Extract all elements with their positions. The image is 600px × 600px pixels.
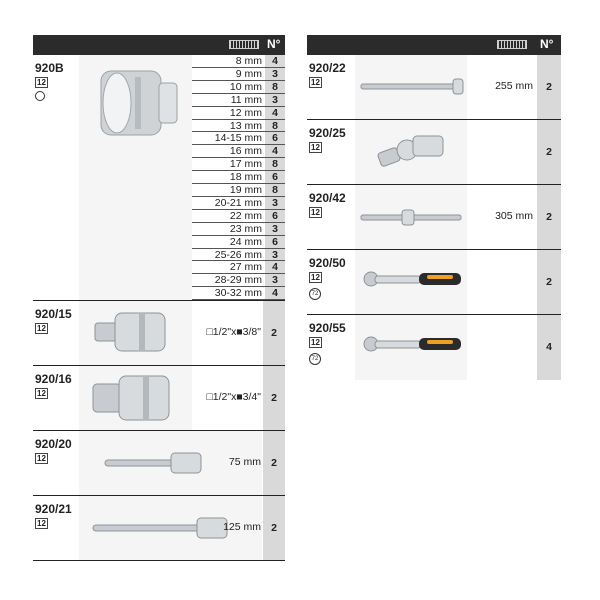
size-quantity: 4 [272,287,278,300]
adaptor-illustration [79,366,192,430]
size-value: 20-21 mm [214,196,262,209]
product-code: 920/21 [35,502,72,516]
product-code: 920/15 [35,307,72,321]
universal-joint-illustration [355,120,467,184]
product-spec: 125 mm [223,521,261,533]
size-quantity: 3 [272,67,278,80]
table-header [307,35,561,55]
table-row [307,185,561,250]
size-value: 30-32 mm [214,287,262,300]
ring-icon [35,91,45,101]
twelve-point-icon: 12 [311,143,320,152]
table-header [33,35,285,55]
ratchet-teeth-icon: 72 [309,288,321,300]
quantity: 2 [271,392,277,404]
product-image [79,301,192,365]
product-spec: □1/2"x■3/4" [206,391,261,403]
size-value: 9 mm [235,67,262,80]
quantity: 2 [271,457,277,469]
ruler-icon [229,40,259,49]
size-quantity: 3 [272,248,278,261]
right-table [307,35,561,380]
size-quantity: 6 [272,235,278,248]
t-handle-illustration [355,185,467,249]
table-row [307,55,561,120]
quantity: 2 [546,276,552,288]
left-table [33,35,285,565]
size-value: 27 mm [229,261,262,274]
size-quantity: 8 [272,80,278,93]
twelve-point-icon: 12 [311,338,320,347]
header-qty-label: N° [540,37,554,51]
adaptor-illustration [79,301,192,365]
size-value: 23 mm [229,222,262,235]
size-value: 19 mm [229,184,262,196]
twelve-point-icon: 12 [37,454,46,463]
size-quantity: 8 [272,184,278,196]
twelve-point-icon: 12 [37,519,46,528]
twelve-point-icon: 12 [37,389,46,398]
twelve-point-icon: 12 [37,324,46,333]
table-row [33,55,285,301]
size-value: 25-26 mm [214,248,262,261]
size-quantity: 3 [272,222,278,235]
product-code: 920/20 [35,437,72,451]
product-spec: 305 mm [495,210,533,222]
size-quantity: 3 [272,93,278,106]
size-quantity: 4 [272,55,278,67]
product-code: 920/22 [309,61,346,75]
size-value: 16 mm [229,145,262,158]
ratchet-illustration [355,250,467,314]
size-quantity: 3 [272,274,278,287]
size-row-divider [192,299,285,300]
table-row [33,431,285,496]
size-value: 22 mm [229,209,262,222]
quantity: 2 [546,81,552,93]
quantity: 2 [271,327,277,339]
product-image [355,315,467,380]
size-value: 24 mm [229,235,262,248]
product-image [355,55,467,119]
size-value: 8 mm [235,55,262,67]
table-row [33,301,285,366]
product-code: 920B [35,61,64,75]
size-value: 17 mm [229,158,262,171]
product-image [79,366,192,430]
size-value: 28-29 mm [214,274,262,287]
product-image [79,55,192,300]
product-spec: □1/2"x■3/8" [206,326,261,338]
size-list [192,55,285,301]
size-quantity: 6 [272,132,278,145]
size-quantity: 4 [272,261,278,274]
size-value: 18 mm [229,171,262,184]
table-row [307,120,561,185]
size-quantity: 6 [272,171,278,184]
header-qty-label: N° [267,37,281,51]
product-code: 920/25 [309,126,346,140]
quantity: 4 [546,341,552,353]
product-image [355,185,467,249]
quantity: 2 [546,146,552,158]
size-value: 14-15 mm [214,132,262,145]
table-row [33,366,285,431]
size-quantity: 3 [272,196,278,209]
product-spec: 255 mm [495,80,533,92]
product-code: 920/50 [309,256,346,270]
size-quantity: 8 [272,158,278,171]
product-code: 920/16 [35,372,72,386]
size-quantity: 4 [272,106,278,119]
size-value: 13 mm [229,119,262,132]
product-code: 920/42 [309,191,346,205]
table-row [307,250,561,315]
twelve-point-icon: 12 [311,208,320,217]
quantity: 2 [546,211,552,223]
ruler-icon [497,40,527,49]
extension-bar-illustration [355,55,467,119]
size-value: 10 mm [229,80,262,93]
size-value: 11 mm [230,93,262,106]
twelve-point-icon: 12 [37,78,46,87]
size-quantity: 4 [272,145,278,158]
twelve-point-icon: 12 [311,273,320,282]
product-image [355,250,467,314]
size-quantity: 6 [272,209,278,222]
table-row [33,496,285,561]
ratchet-illustration [355,315,467,380]
product-image [355,120,467,184]
ratchet-teeth-icon: 72 [309,353,321,365]
product-code: 920/55 [309,321,346,335]
quantity: 2 [271,522,277,534]
product-spec: 75 mm [228,456,261,468]
table-row [307,315,561,380]
size-value: 12 mm [229,106,262,119]
twelve-point-icon: 12 [311,78,320,87]
socket-illustration [79,55,192,300]
size-quantity: 8 [272,119,278,132]
